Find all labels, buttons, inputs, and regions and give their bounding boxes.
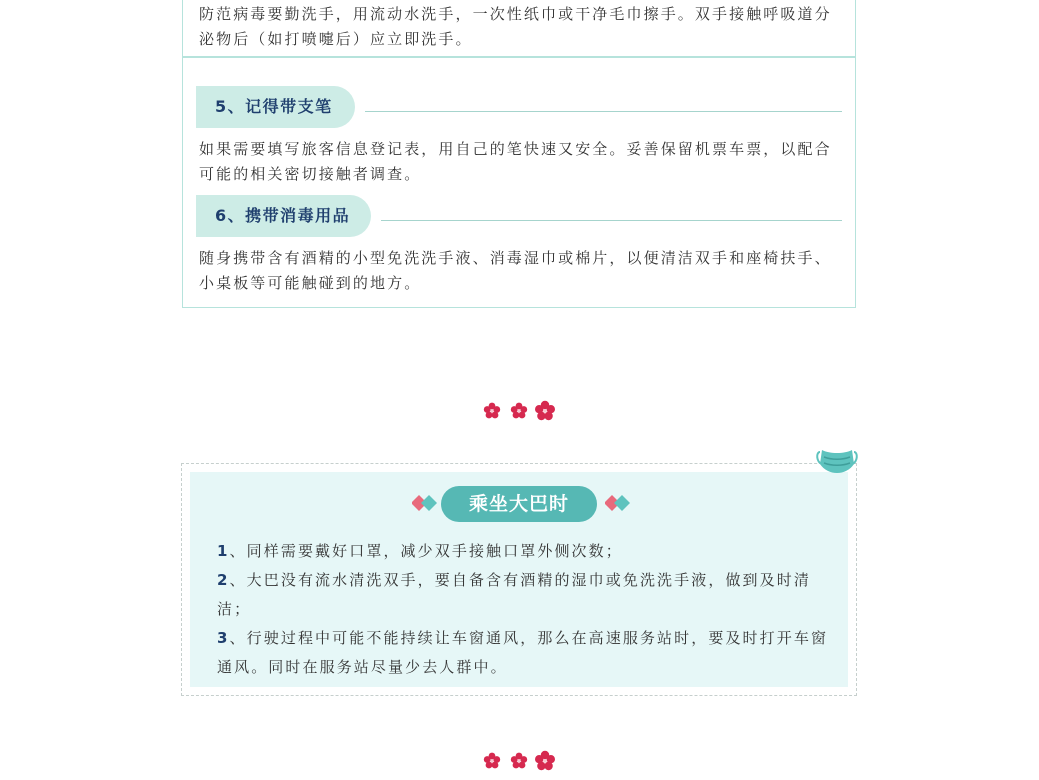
tip-paragraph-disinfect: 随身携带含有酒精的小型免洗洗手液、消毒湿巾或棉片，以便清洁双手和座椅扶手、小桌板等可能触碰到的地方。 <box>199 249 832 292</box>
heading-rule <box>365 111 842 112</box>
tip-heading-disinfect: 6、携带消毒用品 <box>196 195 371 237</box>
bus-tip-item <box>217 537 829 566</box>
bus-tip-text: 、大巴没有流水清洗双手，要自备含有酒精的湿巾或免洗洗手液，做到及时清洁； <box>217 571 811 618</box>
bus-tip-item <box>217 624 829 682</box>
flower-divider <box>482 400 558 422</box>
flower-divider <box>482 750 558 772</box>
bus-tip-number: 1 <box>217 542 230 560</box>
flower-icon <box>482 400 558 422</box>
diamond-icon <box>412 495 438 511</box>
bus-tip-number: 3 <box>217 629 230 647</box>
travel-tips-card <box>182 0 856 308</box>
bus-tip-text: 、同样需要戴好口罩，减少双手接触口罩外侧次数； <box>229 542 623 560</box>
handwash-paragraph: 防范病毒要勤洗手，用流动水洗手，一次性纸巾或干净毛巾擦手。双手接触呼吸道分泌物后（如打喷嚏后）应立即洗手。 <box>199 5 832 48</box>
bus-section-title: 乘坐大巴时 <box>441 486 597 522</box>
section-divider <box>183 56 855 58</box>
tip-heading-pen: 5、记得带支笔 <box>196 86 355 128</box>
tip-paragraph-pen: 如果需要填写旅客信息登记表，用自己的笔快速又安全。妥善保留机票车票，以配合可能的相关密切接触者调查。 <box>199 140 832 183</box>
bus-tip-text: 、行驶过程中可能不能持续让车窗通风，那么在高速服务站时，要及时打开车窗通风。同时在服务站尽量少去人群中。 <box>217 629 829 676</box>
flower-icon <box>482 750 558 772</box>
heading-rule <box>381 220 842 221</box>
bus-tip-number: 2 <box>217 571 230 589</box>
bus-tips-card <box>181 463 857 696</box>
diamond-icon <box>605 495 631 511</box>
bus-tips-panel <box>190 472 848 687</box>
face-mask-icon <box>814 446 860 478</box>
bus-tip-item <box>217 566 829 624</box>
